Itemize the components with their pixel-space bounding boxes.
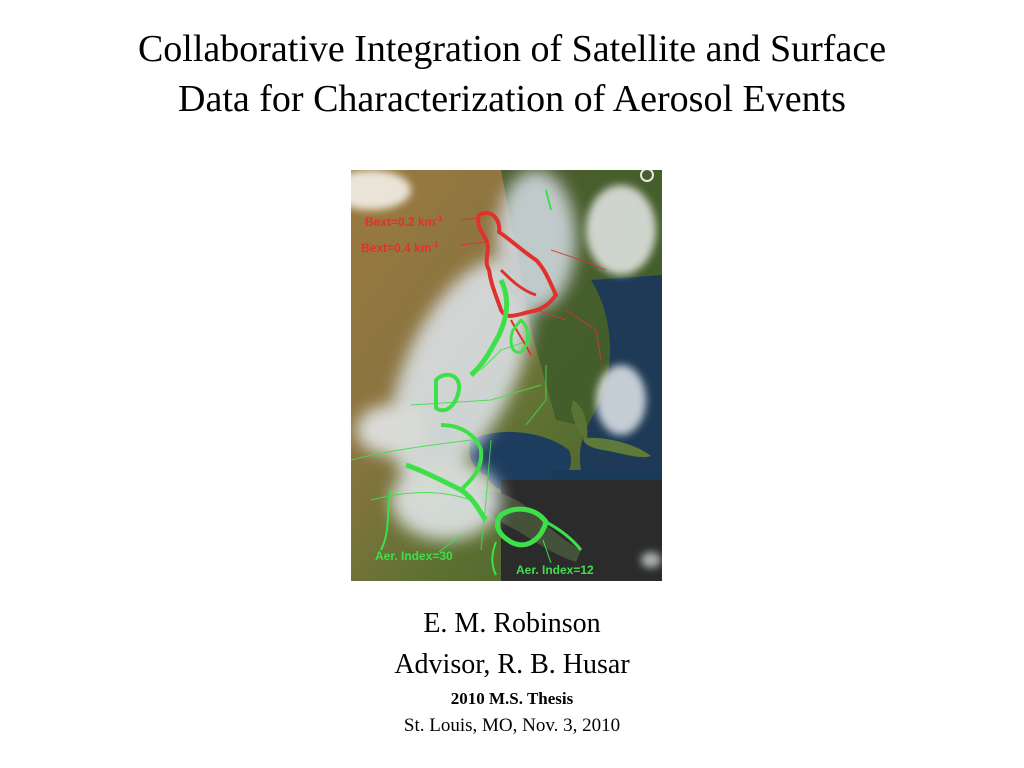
- author-name: E. M. Robinson: [423, 608, 601, 639]
- place-and-date: St. Louis, MO, Nov. 3, 2010: [403, 715, 621, 736]
- bext-low-label: Bext=0.2 $km^{-1}$: [365, 214, 443, 229]
- satellite-map-graphic: [351, 170, 662, 581]
- bext-high-label: Bext=0.4 $km^{-1}$: [361, 240, 439, 255]
- aer-index-12-label: Aer. Index=12: [516, 563, 594, 577]
- slide-title: [0, 24, 1024, 124]
- advisor-name: Advisor, R. B. Husar: [394, 649, 630, 680]
- satellite-aerosol-map: [351, 170, 662, 581]
- slide-title-line-2: Data for Characterization of Aerosol Events: [178, 78, 846, 120]
- thesis-label: 2010 M.S. Thesis: [450, 689, 574, 708]
- aer-index-30-label: Aer. Index=30: [375, 549, 453, 563]
- slide-title-line-1: Collaborative Integration of Satellite and Surface: [137, 28, 887, 70]
